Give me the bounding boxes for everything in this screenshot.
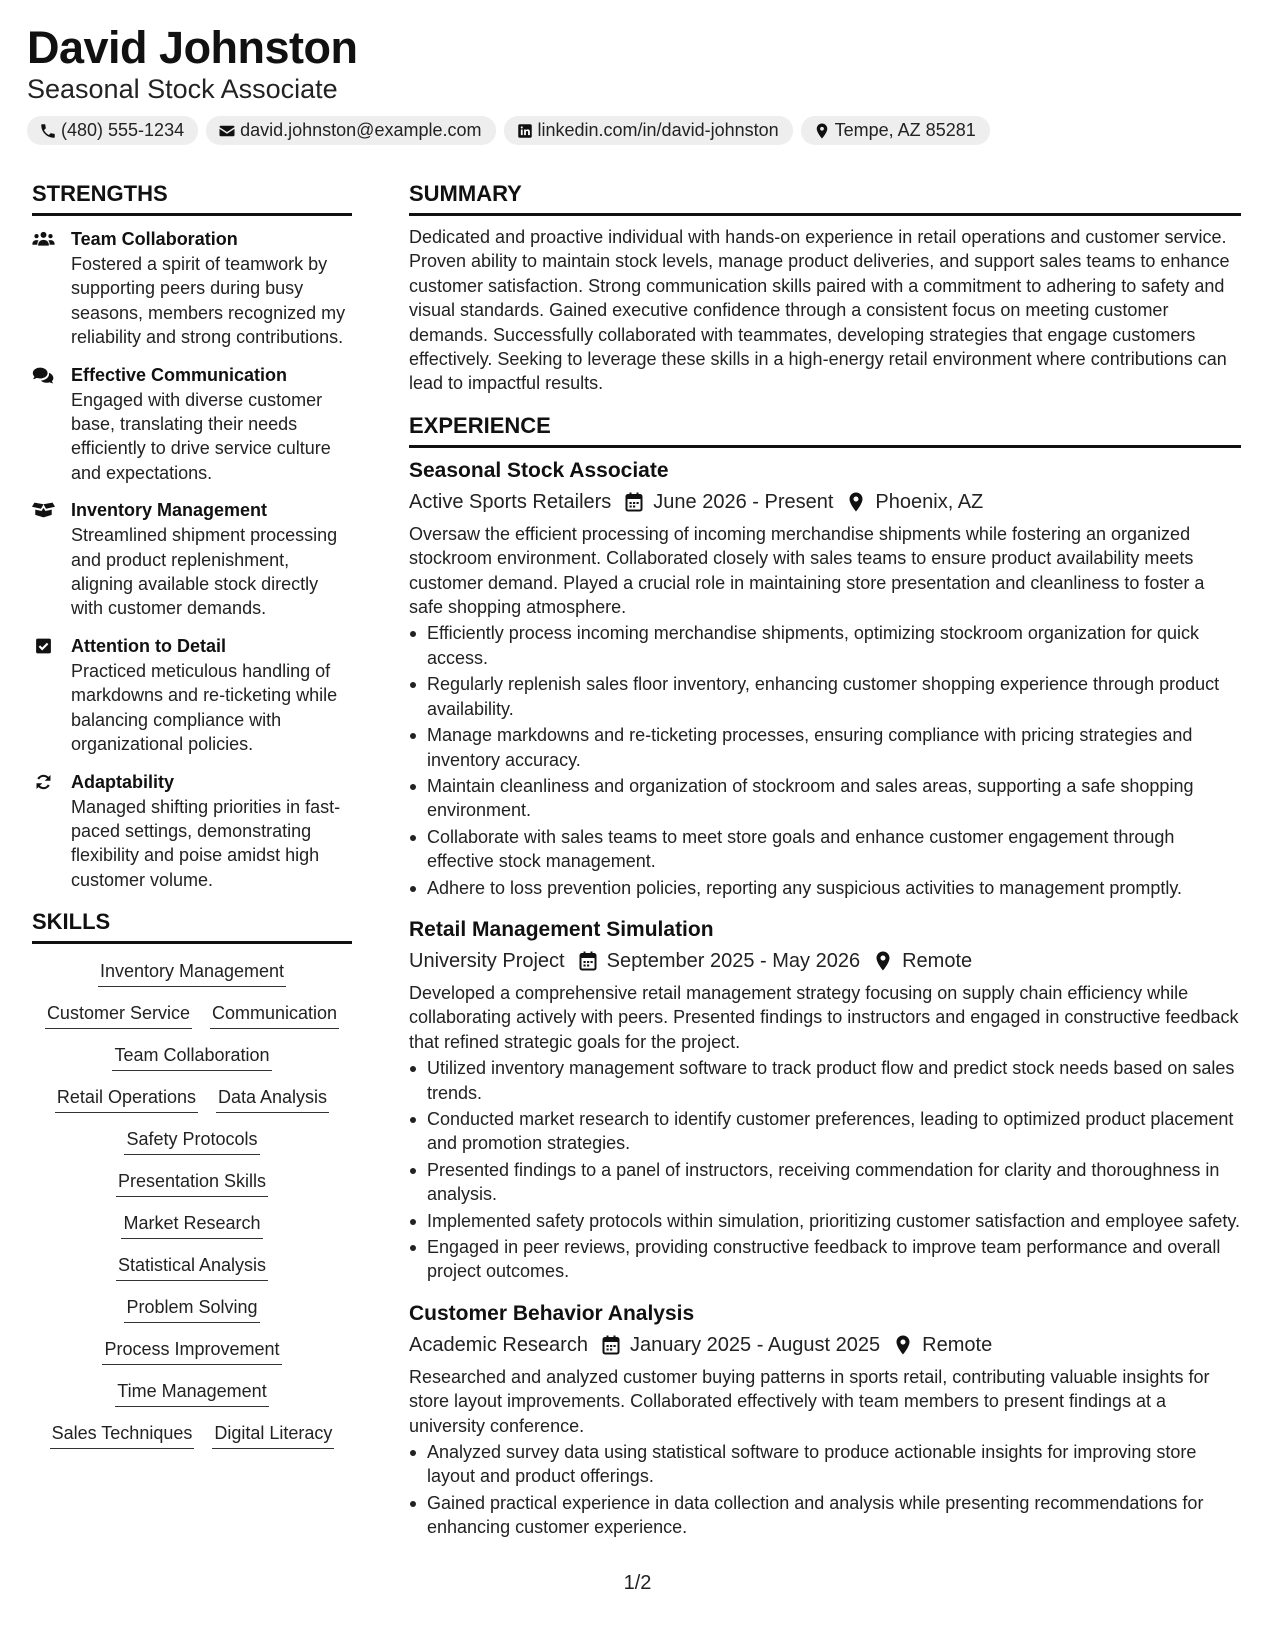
strength-name: Inventory Management [71, 500, 268, 521]
resume-header [27, 22, 1257, 145]
summary-heading: SUMMARY [409, 180, 1241, 216]
strength-item [32, 363, 352, 486]
list-item: Presented findings to a panel of instructors, receiving commendation for clarity and thoroughness in analysis. [409, 1158, 1241, 1207]
skill-tag: Communication [210, 1001, 339, 1029]
linkedin-text: linkedin.com/in/david-johnston [537, 120, 779, 140]
job-meta [409, 488, 1241, 516]
list-item: Regularly replenish sales floor inventory, enhancing customer shopping experience through product availability. [409, 672, 1241, 721]
map-marker-icon [894, 1335, 912, 1355]
calendar-icon [625, 492, 643, 512]
job-location: Remote [902, 949, 973, 972]
skill-tag: Statistical Analysis [116, 1253, 268, 1281]
skill-tag: Market Research [121, 1211, 262, 1239]
box-open-icon [32, 501, 55, 519]
skill-tag: Retail Operations [55, 1085, 198, 1113]
check-square-icon [32, 637, 55, 655]
job-organization: University Project [409, 949, 565, 972]
strength-description: Managed shifting priorities in fast-paced settings, demonstrating flexibility and poise amidst high customer volume. [71, 796, 341, 890]
job-dates: January 2025 - August 2025 [629, 1333, 881, 1356]
list-item: Efficiently process incoming merchandise shipments, optimizing stockroom organization for quick access. [409, 621, 1241, 670]
job-description: Oversaw the efficient processing of incoming merchandise shipments while fostering an organized stockroom environment. Collaborated closely with sales teams to ensure product availability meets customer demand. Played a crucial role in maintaining store presentation and cleanliness to foster a safe shopping atmosphere. [409, 523, 1205, 618]
job-title: Customer Behavior Analysis [409, 1301, 695, 1325]
strength-description: Fostered a spirit of teamwork by supporting peers during busy seasons, members recognized my reliability and strong contributions. [71, 254, 346, 348]
job-description: Developed a comprehensive retail management strategy focusing on supply chain efficiency while collaborating actively with peers. Presented findings to instructors and engaged in constructive feedback that refined strategic goals for the project. [409, 982, 1239, 1052]
strength-name: Adaptability [71, 771, 175, 792]
job-entry [409, 457, 1241, 900]
strength-name: Attention to Detail [71, 635, 226, 656]
list-item: Conducted market research to identify customer preferences, leading to optimized product placement and promotion strategies. [409, 1107, 1241, 1156]
list-item: Analyzed survey data using statistical software to produce actionable insights for improving store layout and product offerings. [409, 1440, 1241, 1489]
experience-heading: EXPERIENCE [409, 412, 1241, 448]
skill-tag: Data Analysis [216, 1085, 329, 1113]
job-location: Phoenix, AZ [875, 490, 984, 513]
phone-chip[interactable] [27, 116, 198, 145]
job-entry [409, 916, 1241, 1284]
list-item: Maintain cleanliness and organization of stockroom and sales areas, supporting a safe shopping environment. [409, 774, 1241, 823]
job-dates: September 2025 - May 2026 [606, 949, 861, 972]
strength-name: Team Collaboration [71, 229, 238, 249]
comments-icon [32, 366, 55, 384]
left-column [32, 180, 352, 1449]
skill-tag: Digital Literacy [212, 1421, 334, 1449]
job-description: Researched and analyzed customer buying patterns in sports retail, contributing valuable insights for store layout improvements. Collaborated effectively with team members to present findings at a university conference. [409, 1366, 1210, 1436]
users-icon [32, 230, 55, 248]
strength-item [32, 227, 352, 350]
page-number [0, 1572, 1275, 1595]
strength-description: Practiced meticulous handling of markdowns and re-ticketing while balancing compliance with organizational policies. [71, 660, 338, 755]
skills-list [32, 959, 352, 1449]
strength-item [32, 770, 352, 893]
list-item: Manage markdowns and re-ticketing processes, ensuring compliance with pricing strategies and inventory accuracy. [409, 723, 1241, 772]
job-dates: June 2026 - Present [653, 490, 834, 513]
strength-item [32, 634, 352, 757]
calendar-icon [602, 1335, 620, 1355]
skill-tag: Inventory Management [98, 959, 286, 987]
list-item: Implemented safety protocols within simulation, prioritizing customer satisfaction and employee safety. [409, 1209, 1241, 1233]
phone-icon [39, 122, 57, 140]
job-location: Remote [922, 1333, 993, 1356]
email-text: david.johnston@example.com [240, 120, 482, 140]
right-column [409, 180, 1241, 1542]
email-chip[interactable] [206, 116, 495, 145]
map-marker-icon [813, 122, 831, 140]
skills-heading: SKILLS [32, 908, 352, 944]
contact-bar [27, 116, 1257, 145]
map-marker-icon [874, 951, 892, 971]
job-entry [409, 1300, 1241, 1540]
job-organization: Active Sports Retailers [409, 490, 612, 513]
summary-text: Dedicated and proactive individual with hands-on experience in retail operations and customer service. Proven ability to maintain stock levels, manage product deliveries, and support sales teams to enhance customer satisfaction. Strong communication skills paired with a commitment to adhering to safety and visual standards. Gained executive confidence through a consistent focus on meeting customer demands. Successfully collaborated with teammates, developing strategies that engage customers effectively. Seeking to leverage these skills in a high-energy retail environment where contributions can lead to impactful results. [409, 227, 1230, 394]
job-bullets [409, 621, 1241, 899]
job-title: Seasonal Stock Associate [409, 458, 669, 482]
skill-tag: Customer Service [45, 1001, 192, 1029]
skill-tag: Safety Protocols [124, 1127, 259, 1155]
job-meta [409, 1331, 1241, 1359]
skill-tag: Sales Techniques [50, 1421, 195, 1449]
list-item: Collaborate with sales teams to meet store goals and enhance customer engagement through effective stock management. [409, 825, 1241, 874]
skill-tag: Problem Solving [124, 1295, 259, 1323]
job-bullets [409, 1440, 1241, 1540]
list-item: Utilized inventory management software to track product flow and predict stock needs based on sales trends. [409, 1056, 1241, 1105]
job-meta [409, 947, 1241, 975]
job-bullets [409, 1056, 1241, 1284]
strength-description: Streamlined shipment processing and product replenishment, aligning available stock directly with customer demands. [71, 525, 338, 619]
calendar-icon [579, 951, 597, 971]
strength-name: Effective Communication [71, 364, 288, 385]
strengths-list [32, 227, 352, 892]
phone-text: (480) 555-1234 [61, 120, 185, 140]
linkedin-chip[interactable] [504, 116, 793, 145]
strength-description: Engaged with diverse customer base, translating their needs efficiently to drive service culture and expectations. [71, 389, 331, 483]
strength-item [32, 498, 352, 621]
skill-tag: Team Collaboration [112, 1043, 271, 1071]
job-organization: Academic Research [409, 1333, 588, 1356]
list-item: Gained practical experience in data collection and analysis while presenting recommendations for enhancing customer experience. [409, 1491, 1241, 1540]
map-marker-icon [847, 492, 865, 512]
page-number-text: 1/2 [623, 1572, 652, 1594]
list-item: Engaged in peer reviews, providing constructive feedback to improve team performance and overall project outcomes. [409, 1235, 1241, 1284]
strengths-heading: STRENGTHS [32, 180, 352, 216]
skill-tag: Time Management [115, 1379, 268, 1407]
candidate-name: David Johnston [27, 22, 358, 73]
candidate-title: Seasonal Stock Associate [27, 74, 338, 104]
skill-tag: Presentation Skills [116, 1169, 268, 1197]
envelope-icon [218, 122, 236, 140]
location-text: Tempe, AZ 85281 [834, 120, 976, 140]
job-title: Retail Management Simulation [409, 917, 714, 941]
linkedin-icon [516, 122, 534, 140]
list-item: Adhere to loss prevention policies, reporting any suspicious activities to management promptly. [409, 876, 1241, 900]
sync-icon [32, 773, 55, 791]
location-chip[interactable] [801, 116, 990, 145]
skill-tag: Process Improvement [102, 1337, 281, 1365]
